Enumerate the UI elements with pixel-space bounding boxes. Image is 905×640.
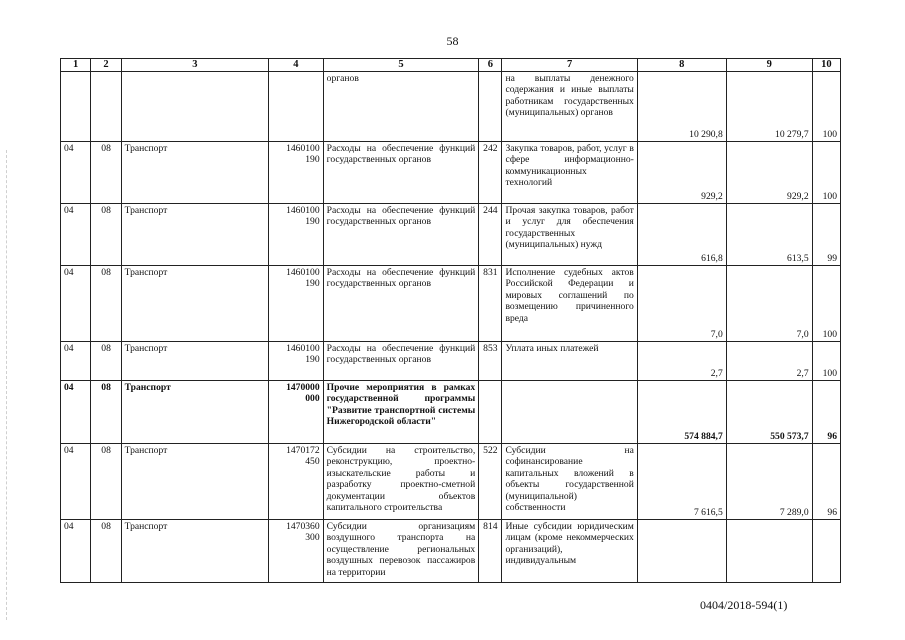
budget-table <box>60 58 841 583</box>
subsection-code: 08 <box>91 444 121 520</box>
section-name: Транспорт <box>121 142 269 204</box>
target-article-code: 1460100 190 <box>269 342 324 381</box>
target-article-code: 1470172 450 <box>269 444 324 520</box>
column-header: 3 <box>121 59 269 72</box>
executed-amount: 7,0 <box>726 266 812 342</box>
column-header: 5 <box>323 59 479 72</box>
table-row-subtotal <box>61 381 841 444</box>
planned-amount: 616,8 <box>637 204 726 266</box>
subsection-code: 08 <box>91 266 121 342</box>
table-row <box>61 266 841 342</box>
expense-type-name <box>502 381 637 444</box>
target-article-name: Расходы на обеспечение функций государственных органов <box>323 204 479 266</box>
section-name: Транспорт <box>121 266 269 342</box>
planned-amount: 7,0 <box>637 266 726 342</box>
execution-percent: 100 <box>812 142 840 204</box>
target-article-name: Субсидии организациям воздушного транспорта на осуществление региональных воздушных перевозок пассажиров на территории <box>323 520 479 583</box>
column-header: 2 <box>91 59 121 72</box>
executed-amount <box>726 520 812 583</box>
expense-type-code <box>479 381 502 444</box>
table-row <box>61 342 841 381</box>
planned-amount: 7 616,5 <box>637 444 726 520</box>
executed-amount: 613,5 <box>726 204 812 266</box>
target-article-name: Прочие мероприятия в рамках государственной программы "Развитие транспортной системы Нижегородской области" <box>323 381 479 444</box>
section-name: Транспорт <box>121 381 269 444</box>
column-header: 10 <box>812 59 840 72</box>
execution-percent: 96 <box>812 381 840 444</box>
section-name <box>121 72 269 142</box>
expense-type-name: Субсидии на софинансирование капитальных вложений в объекты государственной (муниципальной) собственности <box>502 444 637 520</box>
expense-type-code: 522 <box>479 444 502 520</box>
target-article-name: Субсидии на строительство, реконструкцию, проектно-изыскательские работы и разработку проектно-сметной документации объектов капитального строительства <box>323 444 479 520</box>
table-row <box>61 204 841 266</box>
section-code: 04 <box>61 342 91 381</box>
target-article-code: 1470000 000 <box>269 381 324 444</box>
section-code: 04 <box>61 381 91 444</box>
planned-amount: 574 884,7 <box>637 381 726 444</box>
executed-amount: 550 573,7 <box>726 381 812 444</box>
section-code: 04 <box>61 444 91 520</box>
section-name: Транспорт <box>121 342 269 381</box>
target-article-code <box>269 72 324 142</box>
target-article-code: 1470360 300 <box>269 520 324 583</box>
section-code: 04 <box>61 204 91 266</box>
table-row <box>61 520 841 583</box>
table-row <box>61 72 841 142</box>
section-code: 04 <box>61 266 91 342</box>
expense-type-name: Закупка товаров, работ, услуг в сфере информационно-коммуникационных технологий <box>502 142 637 204</box>
expense-type-name: Исполнение судебных актов Российской Федерации и мировых соглашений по возмещению причиненного вреда <box>502 266 637 342</box>
column-header: 8 <box>637 59 726 72</box>
expense-type-name: Иные субсидии юридическим лицам (кроме некоммерческих организаций), индивидуальным <box>502 520 637 583</box>
expense-type-name: Уплата иных платежей <box>502 342 637 381</box>
execution-percent: 100 <box>812 342 840 381</box>
section-name: Транспорт <box>121 204 269 266</box>
column-header: 9 <box>726 59 812 72</box>
table-header-row <box>61 59 841 72</box>
subsection-code: 08 <box>91 204 121 266</box>
expense-type-code <box>479 72 502 142</box>
execution-percent: 96 <box>812 444 840 520</box>
section-code <box>61 72 91 142</box>
planned-amount: 10 290,8 <box>637 72 726 142</box>
expense-type-code: 814 <box>479 520 502 583</box>
execution-percent: 100 <box>812 266 840 342</box>
execution-percent: 99 <box>812 204 840 266</box>
column-header: 7 <box>502 59 637 72</box>
section-code: 04 <box>61 142 91 204</box>
subsection-code <box>91 72 121 142</box>
execution-percent <box>812 520 840 583</box>
expense-type-code: 831 <box>479 266 502 342</box>
expense-type-code: 244 <box>479 204 502 266</box>
target-article-name: Расходы на обеспечение функций государственных органов <box>323 142 479 204</box>
expense-type-name: на выплаты денежного содержания и иные выплаты работникам государственных (муниципальных) органов <box>502 72 637 142</box>
execution-percent: 100 <box>812 72 840 142</box>
document-code: 0404/2018-594(1) <box>700 598 788 612</box>
executed-amount: 929,2 <box>726 142 812 204</box>
expense-type-name: Прочая закупка товаров, работ и услуг для обеспечения государственных (муниципальных) нужд <box>502 204 637 266</box>
target-article-name: органов <box>323 72 479 142</box>
executed-amount: 10 279,7 <box>726 72 812 142</box>
expense-type-code: 853 <box>479 342 502 381</box>
target-article-name: Расходы на обеспечение функций государственных органов <box>323 342 479 381</box>
subsection-code: 08 <box>91 342 121 381</box>
planned-amount: 2,7 <box>637 342 726 381</box>
planned-amount: 929,2 <box>637 142 726 204</box>
table-row <box>61 142 841 204</box>
section-name: Транспорт <box>121 520 269 583</box>
target-article-name: Расходы на обеспечение функций государственных органов <box>323 266 479 342</box>
table-row <box>61 444 841 520</box>
column-header: 4 <box>269 59 324 72</box>
subsection-code: 08 <box>91 520 121 583</box>
target-article-code: 1460100 190 <box>269 266 324 342</box>
column-header: 1 <box>61 59 91 72</box>
subsection-code: 08 <box>91 381 121 444</box>
column-header: 6 <box>479 59 502 72</box>
expense-type-code: 242 <box>479 142 502 204</box>
executed-amount: 2,7 <box>726 342 812 381</box>
section-name: Транспорт <box>121 444 269 520</box>
planned-amount <box>637 520 726 583</box>
target-article-code: 1460100 190 <box>269 204 324 266</box>
subsection-code: 08 <box>91 142 121 204</box>
target-article-code: 1460100 190 <box>269 142 324 204</box>
page-number: 58 <box>446 34 459 48</box>
scan-edge-mark <box>6 150 8 620</box>
section-code: 04 <box>61 520 91 583</box>
executed-amount: 7 289,0 <box>726 444 812 520</box>
